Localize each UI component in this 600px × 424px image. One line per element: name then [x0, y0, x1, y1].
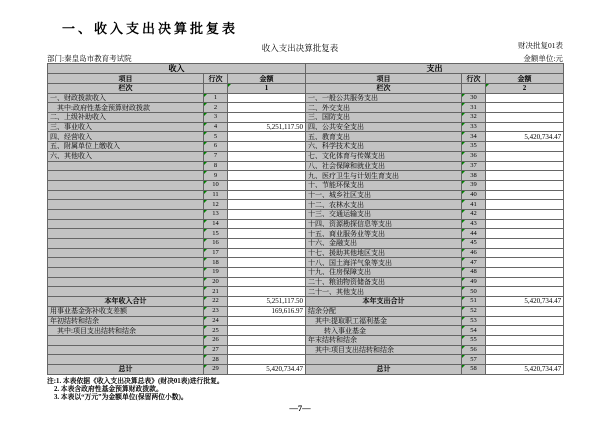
income-amount-cell — [228, 113, 306, 123]
expense-rownum-cell: 42 — [462, 209, 486, 219]
income-amount-cell — [228, 209, 306, 219]
table-row — [48, 248, 564, 258]
expense-amount-cell — [486, 345, 564, 355]
income-amount-cell: 5,420,734.47 — [228, 364, 306, 374]
income-amount-cell — [228, 103, 306, 113]
expense-amount-cell — [486, 268, 564, 278]
income-item-cell — [48, 161, 204, 171]
expense-amount-cell — [486, 142, 564, 152]
expense-item-cell: 年末结转和结余 — [306, 335, 462, 345]
expense-colindex-blank — [462, 84, 486, 94]
income-amount-cell — [228, 248, 306, 258]
expense-amount-cell — [486, 93, 564, 103]
expense-amount-cell — [486, 209, 564, 219]
income-rownum-cell: 14 — [204, 219, 228, 229]
expense-amount-cell: 5,420,734.47 — [486, 364, 564, 374]
income-rownum-cell: 6 — [204, 142, 228, 152]
note-line-2: 2. 本表含政府性基金预算财政拨款。 — [54, 386, 163, 393]
income-amount-cell — [228, 316, 306, 326]
expense-amount-cell — [486, 316, 564, 326]
income-item-cell: 六、其他收入 — [48, 151, 204, 161]
income-item-cell — [48, 239, 204, 249]
income-amount-cell — [228, 219, 306, 229]
section-header-row — [48, 64, 564, 74]
expense-amount-cell — [486, 335, 564, 345]
table-row — [48, 180, 564, 190]
income-rownum-cell: 12 — [204, 200, 228, 210]
expense-rownum-cell: 58 — [462, 364, 486, 374]
table-row — [48, 258, 564, 268]
income-item-cell — [48, 180, 204, 190]
income-amount-cell — [228, 142, 306, 152]
column-header-row — [48, 74, 564, 84]
income-rownum-cell: 23 — [204, 306, 228, 316]
income-amount-cell — [228, 93, 306, 103]
table-row — [48, 364, 564, 374]
amount-unit-label: 金额单位:元 — [523, 54, 563, 63]
expense-amount-cell — [486, 326, 564, 336]
table-row — [48, 297, 564, 307]
income-item-cell: 本年收入合计 — [48, 297, 204, 307]
table-row — [48, 151, 564, 161]
expense-item-cell: 十二、农林水支出 — [306, 200, 462, 210]
table-row — [48, 132, 564, 142]
expense-rownum-cell: 54 — [462, 326, 486, 336]
expense-rownum-header: 行次 — [462, 74, 486, 84]
income-item-cell: 四、经营收入 — [48, 132, 204, 142]
expense-section-header: 支出 — [306, 64, 564, 74]
expense-item-cell: 五、教育支出 — [306, 132, 462, 142]
income-rownum-cell: 7 — [204, 151, 228, 161]
table-row — [48, 113, 564, 123]
expense-item-cell: 十五、商业服务业等支出 — [306, 229, 462, 239]
income-amount-cell — [228, 335, 306, 345]
table-row — [48, 287, 564, 297]
income-rownum-cell: 8 — [204, 161, 228, 171]
column-index-row — [48, 84, 564, 94]
expense-item-cell: 二、外交支出 — [306, 103, 462, 113]
income-item-cell — [48, 345, 204, 355]
income-amount-cell — [228, 229, 306, 239]
table-row — [48, 239, 564, 249]
expense-item-cell — [306, 355, 462, 365]
expense-rownum-cell: 38 — [462, 171, 486, 181]
expense-amount-cell — [486, 103, 564, 113]
income-rownum-cell: 27 — [204, 345, 228, 355]
income-item-cell: 五、附属单位上缴收入 — [48, 142, 204, 152]
expense-amount-cell — [486, 306, 564, 316]
expense-amount-cell — [486, 219, 564, 229]
income-amount-cell — [228, 326, 306, 336]
table-body — [48, 93, 564, 374]
income-rownum-cell: 26 — [204, 335, 228, 345]
income-item-cell — [48, 277, 204, 287]
income-item-cell: 二、上级补助收入 — [48, 113, 204, 123]
income-rownum-cell: 9 — [204, 171, 228, 181]
expense-rownum-cell: 43 — [462, 219, 486, 229]
income-rownum-cell: 5 — [204, 132, 228, 142]
income-item-cell — [48, 190, 204, 200]
income-item-cell: 其中:项目支出结转和结余 — [48, 326, 204, 336]
income-amount-cell — [228, 132, 306, 142]
expense-item-cell: 十四、资源勘探信息等支出 — [306, 219, 462, 229]
table-row — [48, 190, 564, 200]
expense-amount-cell — [486, 277, 564, 287]
expense-item-cell: 转入事业基金 — [306, 326, 462, 336]
expense-item-cell: 结余分配 — [306, 306, 462, 316]
expense-item-cell: 其中:提取职工福利基金 — [306, 316, 462, 326]
expense-rownum-cell: 52 — [462, 306, 486, 316]
expense-rownum-cell: 39 — [462, 180, 486, 190]
income-rownum-header: 行次 — [204, 74, 228, 84]
expense-amount-cell — [486, 151, 564, 161]
expense-rownum-cell: 34 — [462, 132, 486, 142]
expense-item-cell: 十一、城乡社区支出 — [306, 190, 462, 200]
table-row — [48, 306, 564, 316]
income-item-cell — [48, 335, 204, 345]
expense-amount-cell — [486, 355, 564, 365]
income-section-header: 收入 — [48, 64, 306, 74]
income-amount-cell — [228, 200, 306, 210]
expense-rownum-cell: 40 — [462, 190, 486, 200]
note-line-1: 注:1. 本表依据《收入支出决算总表》(财决01表)进行批复。 — [47, 378, 224, 385]
expense-rownum-cell: 46 — [462, 248, 486, 258]
income-item-cell: 三、事业收入 — [48, 122, 204, 132]
expense-rownum-cell: 35 — [462, 142, 486, 152]
expense-rownum-cell: 49 — [462, 277, 486, 287]
income-amount-cell — [228, 239, 306, 249]
income-item-cell — [48, 287, 204, 297]
expense-rownum-cell: 37 — [462, 161, 486, 171]
expense-colindex-label: 栏次 — [306, 84, 462, 94]
expense-rownum-cell: 50 — [462, 287, 486, 297]
table-row — [48, 219, 564, 229]
expense-amount-cell — [486, 161, 564, 171]
expense-rownum-cell: 36 — [462, 151, 486, 161]
income-amount-cell — [228, 287, 306, 297]
expense-amount-cell — [486, 258, 564, 268]
expense-item-cell: 总计 — [306, 364, 462, 374]
table-row — [48, 93, 564, 103]
expense-rownum-cell: 33 — [462, 122, 486, 132]
expense-item-cell: 四、公共安全支出 — [306, 122, 462, 132]
expense-rownum-cell: 51 — [462, 297, 486, 307]
table-row — [48, 229, 564, 239]
income-rownum-cell: 1 — [204, 93, 228, 103]
income-amount-cell — [228, 180, 306, 190]
income-rownum-cell: 13 — [204, 209, 228, 219]
income-rownum-cell: 11 — [204, 190, 228, 200]
expense-item-cell: 十八、国土海洋气象等支出 — [306, 258, 462, 268]
table-row — [48, 209, 564, 219]
income-rownum-cell: 10 — [204, 180, 228, 190]
income-amount-cell — [228, 161, 306, 171]
table-row — [48, 171, 564, 181]
income-item-header: 项目 — [48, 74, 204, 84]
income-colindex-value: 1 — [228, 84, 306, 94]
income-item-cell: 总计 — [48, 364, 204, 374]
table-row — [48, 316, 564, 326]
form-code-label: 财决批复01表 — [518, 41, 563, 50]
income-item-cell — [48, 209, 204, 219]
notes — [47, 378, 224, 402]
income-rownum-cell: 3 — [204, 113, 228, 123]
expense-amount-cell — [486, 287, 564, 297]
income-amount-cell — [228, 277, 306, 287]
expense-rownum-cell: 45 — [462, 239, 486, 249]
expense-rownum-cell: 47 — [462, 258, 486, 268]
income-amount-cell: 5,251,117.50 — [228, 122, 306, 132]
expense-amount-cell — [486, 200, 564, 210]
expense-rownum-cell: 53 — [462, 316, 486, 326]
expense-rownum-cell: 44 — [462, 229, 486, 239]
income-rownum-cell: 28 — [204, 355, 228, 365]
income-item-cell: 一、财政拨款收入 — [48, 93, 204, 103]
income-rownum-cell: 22 — [204, 297, 228, 307]
income-item-cell — [48, 219, 204, 229]
table-row — [48, 142, 564, 152]
income-amount-cell — [228, 345, 306, 355]
expense-item-cell: 十九、住房保障支出 — [306, 268, 462, 278]
expense-item-cell: 十七、援助其他地区支出 — [306, 248, 462, 258]
table-row — [48, 200, 564, 210]
expense-rownum-cell: 32 — [462, 113, 486, 123]
income-amount-cell — [228, 258, 306, 268]
expense-item-cell: 二十一、其他支出 — [306, 287, 462, 297]
table-row — [48, 335, 564, 345]
income-amount-cell — [228, 190, 306, 200]
expense-rownum-cell: 31 — [462, 103, 486, 113]
income-rownum-cell: 19 — [204, 268, 228, 278]
income-amount-cell — [228, 151, 306, 161]
expense-amount-cell — [486, 229, 564, 239]
income-amount-cell — [228, 268, 306, 278]
expense-item-cell: 其中:项目支出结转和结余 — [306, 345, 462, 355]
expense-amount-cell: 5,420,734.47 — [486, 132, 564, 142]
expense-colindex-value: 2 — [486, 84, 564, 94]
income-item-cell — [48, 268, 204, 278]
table-row — [48, 103, 564, 113]
note-line-3: 3. 本表以“万元”为金额单位(保留两位小数)。 — [54, 394, 188, 401]
expense-rownum-cell: 56 — [462, 345, 486, 355]
expense-item-cell: 三、国防支出 — [306, 113, 462, 123]
expense-item-header: 项目 — [306, 74, 462, 84]
expense-item-cell: 本年支出合计 — [306, 297, 462, 307]
income-item-cell — [48, 248, 204, 258]
income-item-cell: 用事业基金弥补收支差额 — [48, 306, 204, 316]
table-row — [48, 122, 564, 132]
page-title: 一、收入支出决算批复表 — [62, 21, 239, 36]
income-rownum-cell: 15 — [204, 229, 228, 239]
expense-amount-cell — [486, 180, 564, 190]
table-title: 收入支出决算批复表 — [261, 43, 339, 53]
expense-amount-cell — [486, 122, 564, 132]
income-amount-cell: 5,251,117.50 — [228, 297, 306, 307]
expense-item-cell: 九、医疗卫生与计划生育支出 — [306, 171, 462, 181]
department-label: 部门:秦皇岛市教育考试院 — [47, 54, 132, 63]
income-amount-header: 金额 — [228, 74, 306, 84]
expense-item-cell: 十六、金融支出 — [306, 239, 462, 249]
expense-item-cell: 六、科学技术支出 — [306, 142, 462, 152]
income-item-cell: 其中:政府性基金预算财政拨款 — [48, 103, 204, 113]
income-rownum-cell: 29 — [204, 364, 228, 374]
income-item-cell — [48, 171, 204, 181]
income-rownum-cell: 18 — [204, 258, 228, 268]
expense-item-cell: 十三、交通运输支出 — [306, 209, 462, 219]
page-number: —7— — [289, 403, 311, 413]
income-rownum-cell: 24 — [204, 316, 228, 326]
expense-item-cell: 七、文化体育与传媒支出 — [306, 151, 462, 161]
income-rownum-cell: 20 — [204, 277, 228, 287]
income-item-cell — [48, 229, 204, 239]
expense-rownum-cell: 30 — [462, 93, 486, 103]
income-amount-cell — [228, 171, 306, 181]
expense-rownum-cell: 57 — [462, 355, 486, 365]
expense-amount-cell — [486, 171, 564, 181]
table-row — [48, 268, 564, 278]
income-item-cell — [48, 355, 204, 365]
expense-rownum-cell: 55 — [462, 335, 486, 345]
income-rownum-cell: 25 — [204, 326, 228, 336]
expense-amount-cell — [486, 248, 564, 258]
income-amount-cell: 169,616.97 — [228, 306, 306, 316]
table-row — [48, 277, 564, 287]
table-row — [48, 355, 564, 365]
expense-amount-header: 金额 — [486, 74, 564, 84]
expense-rownum-cell: 48 — [462, 268, 486, 278]
expense-rownum-cell: 41 — [462, 200, 486, 210]
expense-item-cell: 八、社会保障和就业支出 — [306, 161, 462, 171]
income-colindex-label: 栏次 — [48, 84, 204, 94]
income-colindex-blank — [204, 84, 228, 94]
income-rownum-cell: 21 — [204, 287, 228, 297]
income-rownum-cell: 17 — [204, 248, 228, 258]
expense-item-cell: 十、节能环保支出 — [306, 180, 462, 190]
expense-item-cell: 二十、粮油物资储备支出 — [306, 277, 462, 287]
expense-amount-cell — [486, 239, 564, 249]
expense-amount-cell — [486, 190, 564, 200]
income-item-cell — [48, 258, 204, 268]
income-rownum-cell: 2 — [204, 103, 228, 113]
table-row — [48, 161, 564, 171]
expense-item-cell: 一、一般公共服务支出 — [306, 93, 462, 103]
income-rownum-cell: 4 — [204, 122, 228, 132]
income-amount-cell — [228, 355, 306, 365]
expense-amount-cell: 5,420,734.47 — [486, 297, 564, 307]
table-row — [48, 326, 564, 336]
income-item-cell: 年初结转和结余 — [48, 316, 204, 326]
expense-amount-cell — [486, 113, 564, 123]
income-rownum-cell: 16 — [204, 239, 228, 249]
income-item-cell — [48, 200, 204, 210]
table-row — [48, 345, 564, 355]
budget-approval-table — [47, 63, 564, 375]
